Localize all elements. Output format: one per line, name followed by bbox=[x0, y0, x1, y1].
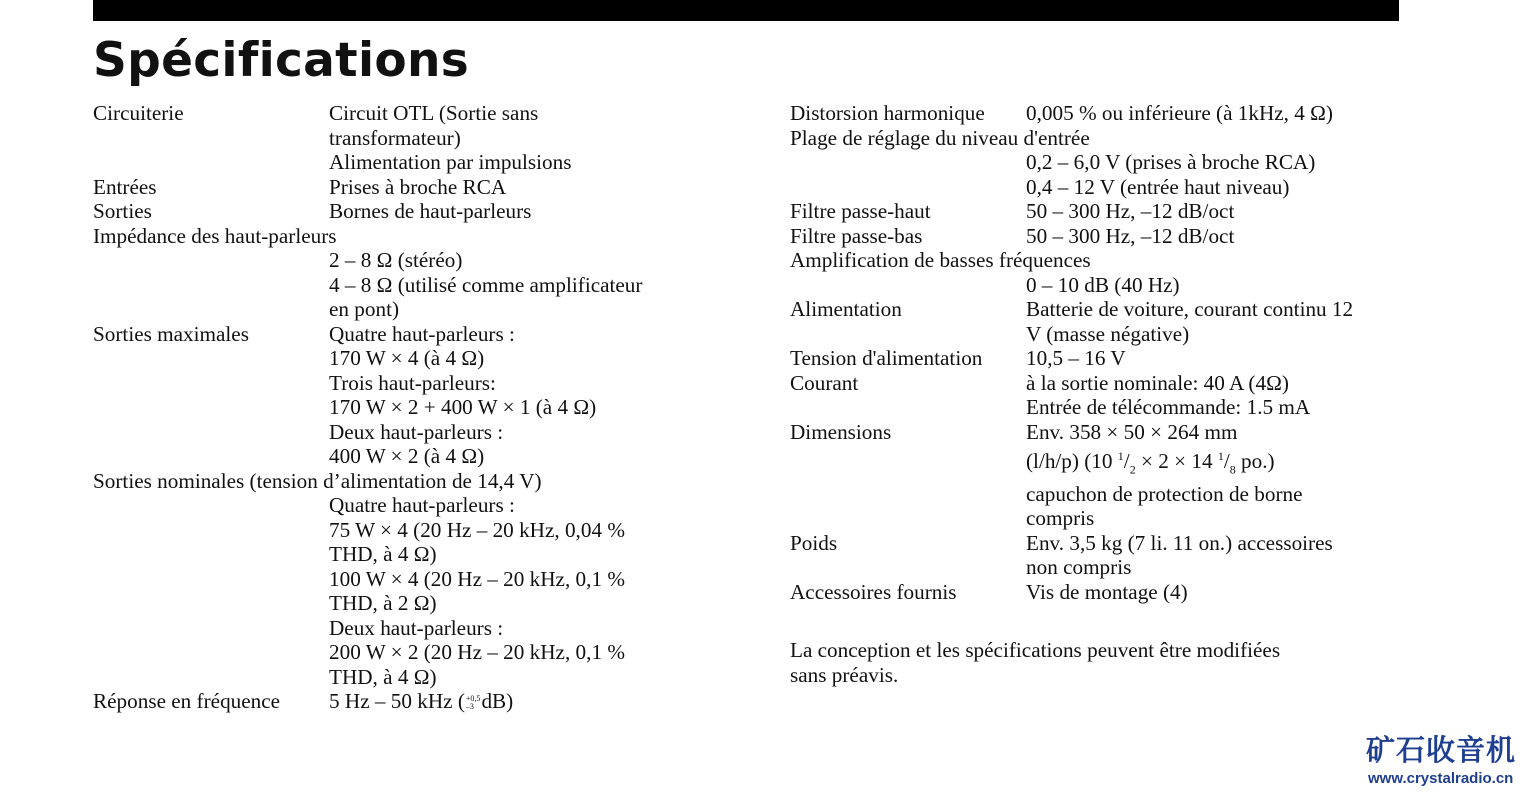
spec-label: Courant bbox=[790, 370, 859, 395]
spec-value: Prises à broche RCA bbox=[329, 174, 507, 199]
spec-value: non compris bbox=[1026, 555, 1132, 580]
spec-label: Sorties maximales bbox=[93, 321, 249, 346]
spec-value: THD, à 2 Ω) bbox=[329, 591, 437, 615]
spec-label: Réponse en fréquence bbox=[93, 689, 281, 713]
fraction-denominator: 2 bbox=[1129, 462, 1136, 477]
spec-label: Accessoires fournis bbox=[790, 579, 957, 604]
spec-label: Distorsion harmonique bbox=[790, 101, 985, 125]
spec-value: Deux haut-parleurs : bbox=[329, 615, 504, 640]
freq-tolerance bbox=[466, 695, 481, 711]
spec-value: Env. 358 × 50 × 264 mm bbox=[1026, 419, 1238, 444]
specs-left-column bbox=[93, 101, 713, 714]
spec-label: Entrées bbox=[93, 174, 157, 199]
spec-value: Trois haut-parleurs: bbox=[329, 370, 496, 395]
spec-value bbox=[329, 689, 713, 714]
fraction-numerator: 1 bbox=[1217, 449, 1224, 463]
spec-label: Poids bbox=[790, 530, 838, 555]
spec-value: Entrée de télécommande: 1.5 mA bbox=[1026, 395, 1311, 419]
fraction-denominator: 8 bbox=[1229, 462, 1236, 477]
spec-value: capuchon de protection de borne bbox=[1026, 481, 1303, 506]
spec-row bbox=[790, 224, 1430, 249]
spec-value: 100 W × 4 (20 Hz – 20 kHz, 0,1 % bbox=[329, 566, 625, 591]
spec-label: Circuiterie bbox=[93, 101, 184, 125]
spec-value: 75 W × 4 (20 Hz – 20 kHz, 0,04 % bbox=[329, 517, 625, 542]
spec-value: 200 W × 2 (20 Hz – 20 kHz, 0,1 % bbox=[329, 640, 625, 664]
disclaimer-note bbox=[790, 638, 1430, 687]
freq-unit-text: dB) bbox=[481, 689, 514, 713]
note-line: sans préavis. bbox=[790, 662, 899, 687]
spec-row-frequency-response bbox=[93, 689, 713, 714]
spec-value: 2 – 8 Ω (stéréo) bbox=[329, 248, 463, 272]
spec-value: THD, à 4 Ω) bbox=[329, 542, 437, 566]
dim-text: (l/h/p) (10 bbox=[1026, 449, 1118, 474]
spec-value: 170 W × 2 + 400 W × 1 (à 4 Ω) bbox=[329, 395, 597, 419]
spec-row-dimensions bbox=[790, 420, 1430, 531]
spec-value: transformateur) bbox=[329, 125, 461, 150]
spec-row bbox=[93, 322, 713, 469]
spec-row bbox=[790, 126, 1430, 200]
spec-row bbox=[93, 199, 713, 224]
spec-value: Vis de montage (4) bbox=[1026, 579, 1188, 604]
watermark-name: 矿石收音机 bbox=[1366, 733, 1517, 767]
spec-label: Impédance des haut-parleurs bbox=[93, 223, 337, 248]
spec-value: 0,005 % ou inférieure (à 1kHz, 4 Ω) bbox=[1026, 101, 1333, 125]
note-line: La conception et les spécifications peuvent être modifiées bbox=[790, 638, 1281, 663]
spec-row bbox=[790, 248, 1430, 297]
page-title: Spécifications bbox=[93, 33, 469, 88]
spec-row bbox=[93, 469, 713, 690]
spec-row bbox=[790, 346, 1430, 371]
spec-value: en pont) bbox=[329, 297, 400, 321]
spec-value: Bornes de haut-parleurs bbox=[329, 199, 532, 223]
spec-row bbox=[790, 580, 1430, 605]
specs-right-column bbox=[790, 101, 1430, 687]
tolerance-minus: –3 bbox=[465, 702, 474, 712]
spec-value: Quatre haut-parleurs : bbox=[329, 321, 515, 346]
spec-label: Filtre passe-bas bbox=[790, 223, 923, 248]
spec-value: 10,5 – 16 V bbox=[1026, 346, 1126, 370]
spec-label: Alimentation bbox=[790, 297, 902, 321]
dim-text: × 2 × 14 bbox=[1135, 449, 1218, 474]
spec-row bbox=[93, 224, 713, 322]
spec-value: Quatre haut-parleurs : bbox=[329, 493, 515, 517]
spec-value: 50 – 300 Hz, –12 dB/oct bbox=[1026, 223, 1235, 248]
spec-row bbox=[790, 199, 1430, 224]
spec-value: 400 W × 2 (à 4 Ω) bbox=[329, 444, 485, 468]
spec-value: Batterie de voiture, courant continu 12 bbox=[1026, 297, 1354, 321]
spec-value: 50 – 300 Hz, –12 dB/oct bbox=[1026, 199, 1235, 223]
spec-value: à la sortie nominale: 40 A (4Ω) bbox=[1026, 370, 1289, 395]
freq-value-text: 5 Hz – 50 kHz ( bbox=[329, 689, 465, 713]
spec-row bbox=[790, 371, 1430, 420]
spec-value: Alimentation par impulsions bbox=[329, 150, 572, 174]
spec-row bbox=[93, 175, 713, 200]
spec-label: Sorties nominales (tension d’alimentation de 14,4 V) bbox=[93, 468, 542, 493]
spec-value: THD, à 4 Ω) bbox=[329, 664, 437, 689]
spec-value: V (masse négative) bbox=[1026, 321, 1190, 346]
spec-value: Env. 3,5 kg (7 li. 11 on.) accessoires bbox=[1026, 530, 1333, 555]
spec-label: Tension d'alimentation bbox=[790, 346, 983, 370]
dim-text: po.) bbox=[1235, 449, 1275, 474]
spec-row bbox=[790, 531, 1430, 580]
spec-value: 4 – 8 Ω (utilisé comme amplificateur bbox=[329, 272, 643, 297]
spec-value: 0,2 – 6,0 V (prises à broche RCA) bbox=[1026, 150, 1316, 174]
spec-value: compris bbox=[1026, 506, 1095, 531]
spec-row bbox=[790, 297, 1430, 346]
spec-value: 170 W × 4 (à 4 Ω) bbox=[329, 346, 485, 370]
tolerance-plus: +0,5 bbox=[465, 694, 481, 704]
top-rule bbox=[93, 0, 1399, 21]
spec-row bbox=[790, 101, 1430, 126]
spec-value: Circuit OTL (Sortie sans bbox=[329, 101, 539, 125]
spec-label: Filtre passe-haut bbox=[790, 199, 931, 223]
spec-value: 0 – 10 dB (40 Hz) bbox=[1026, 272, 1180, 297]
spec-value: 0,4 – 12 V (entrée haut niveau) bbox=[1026, 174, 1290, 199]
spec-label: Plage de réglage du niveau d'entrée bbox=[790, 125, 1090, 150]
spec-label: Sorties bbox=[93, 199, 152, 223]
spec-row bbox=[93, 101, 713, 175]
spec-value: (l/h/p) (10 $^1/_2 \times 2 \times 14$ $^1/_8$ po.) bbox=[1026, 449, 1275, 477]
watermark-logo bbox=[1366, 732, 1526, 792]
spec-label: Dimensions bbox=[790, 419, 892, 444]
fraction-numerator: 1 bbox=[1117, 449, 1124, 463]
spec-value: Deux haut-parleurs : bbox=[329, 419, 504, 444]
watermark-url: www.crystalradio.cn bbox=[1368, 770, 1514, 787]
spec-label: Amplification de basses fréquences bbox=[790, 248, 1091, 272]
